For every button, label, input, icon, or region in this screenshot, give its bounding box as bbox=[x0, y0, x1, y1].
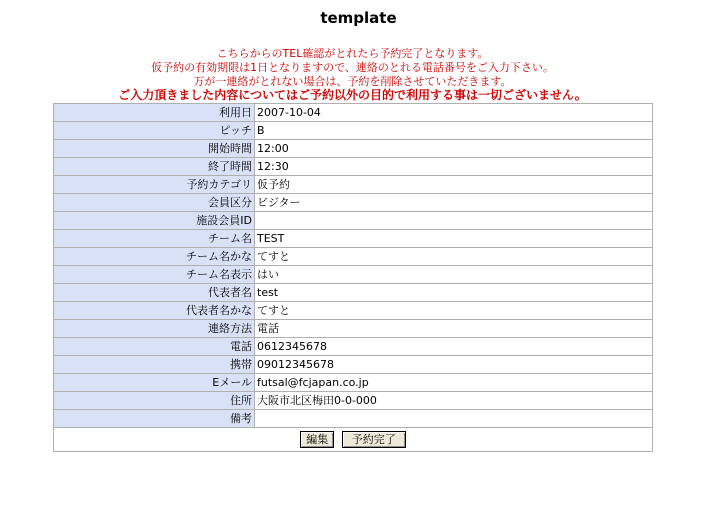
table-row-address bbox=[54, 392, 653, 410]
field-value: はい bbox=[255, 266, 653, 284]
field-value: ビジター bbox=[255, 194, 653, 212]
field-label: 電話 bbox=[54, 338, 255, 356]
table-row-contact-method bbox=[54, 320, 653, 338]
field-value: 仮予約 bbox=[255, 176, 653, 194]
reservation-confirm-table bbox=[53, 103, 653, 452]
field-label: 代表者名かな bbox=[54, 302, 255, 320]
field-label: チーム名 bbox=[54, 230, 255, 248]
field-value bbox=[255, 212, 653, 230]
field-label: 終了時間 bbox=[54, 158, 255, 176]
field-label: ピッチ bbox=[54, 122, 255, 140]
field-value: てすと bbox=[255, 302, 653, 320]
field-label: 開始時間 bbox=[54, 140, 255, 158]
complete-reservation-button[interactable]: 予約完了 bbox=[342, 431, 406, 448]
table-row-actions bbox=[54, 428, 653, 452]
table-row-end-time bbox=[54, 158, 653, 176]
table-row-team-name bbox=[54, 230, 653, 248]
notice-line-privacy: ご入力頂きました内容についてはご予約以外の目的で利用する事は一切ございません。 bbox=[118, 88, 587, 102]
table-row-representative-kana bbox=[54, 302, 653, 320]
actions-cell bbox=[54, 428, 653, 452]
table-row-phone bbox=[54, 338, 653, 356]
table-row-notes bbox=[54, 410, 653, 428]
field-value: TEST bbox=[255, 230, 653, 248]
field-value: test bbox=[255, 284, 653, 302]
edit-button[interactable]: 編集 bbox=[300, 431, 334, 448]
field-label: 代表者名 bbox=[54, 284, 255, 302]
table-row-date bbox=[54, 104, 653, 122]
table-row-mobile bbox=[54, 356, 653, 374]
table-row-member-type bbox=[54, 194, 653, 212]
field-label: 住所 bbox=[54, 392, 255, 410]
field-label: 連絡方法 bbox=[54, 320, 255, 338]
table-row-team-name-display bbox=[54, 266, 653, 284]
notice-block bbox=[0, 47, 705, 102]
field-label: Eメール bbox=[54, 374, 255, 392]
table-row-category bbox=[54, 176, 653, 194]
notice-line-deletion: 万が一連絡がとれない場合は、予約を削除させていただきます。 bbox=[193, 75, 512, 88]
field-value: 電話 bbox=[255, 320, 653, 338]
field-value: futsal@fcjapan.co.jp bbox=[255, 374, 653, 392]
table-row-email bbox=[54, 374, 653, 392]
field-label: 施設会員ID bbox=[54, 212, 255, 230]
field-label: 備考 bbox=[54, 410, 255, 428]
notice-line-confirmation: こちらからのTEL確認がとれたら予約完了となります。 bbox=[216, 47, 489, 60]
page-title: template bbox=[320, 9, 397, 27]
notice-line-expiry: 仮予約の有効期限は1日となりますので、連絡のとれる電話番号をご入力下さい。 bbox=[151, 61, 554, 74]
field-value bbox=[255, 410, 653, 428]
field-label: 利用日 bbox=[54, 104, 255, 122]
field-label: 携帯 bbox=[54, 356, 255, 374]
table-row-member-id bbox=[54, 212, 653, 230]
field-value: B bbox=[255, 122, 653, 140]
field-label: 会員区分 bbox=[54, 194, 255, 212]
field-label: チーム名表示 bbox=[54, 266, 255, 284]
field-value: 09012345678 bbox=[255, 356, 653, 374]
table-row-pitch bbox=[54, 122, 653, 140]
field-value: てすと bbox=[255, 248, 653, 266]
table-row-start-time bbox=[54, 140, 653, 158]
field-value: 12:00 bbox=[255, 140, 653, 158]
field-value: 12:30 bbox=[255, 158, 653, 176]
field-label: 予約カテゴリ bbox=[54, 176, 255, 194]
table-row-team-name-kana bbox=[54, 248, 653, 266]
field-value: 0612345678 bbox=[255, 338, 653, 356]
field-value: 大阪市北区梅田0-0-000 bbox=[255, 392, 653, 410]
field-value: 2007-10-04 bbox=[255, 104, 653, 122]
table-row-representative bbox=[54, 284, 653, 302]
field-label: チーム名かな bbox=[54, 248, 255, 266]
